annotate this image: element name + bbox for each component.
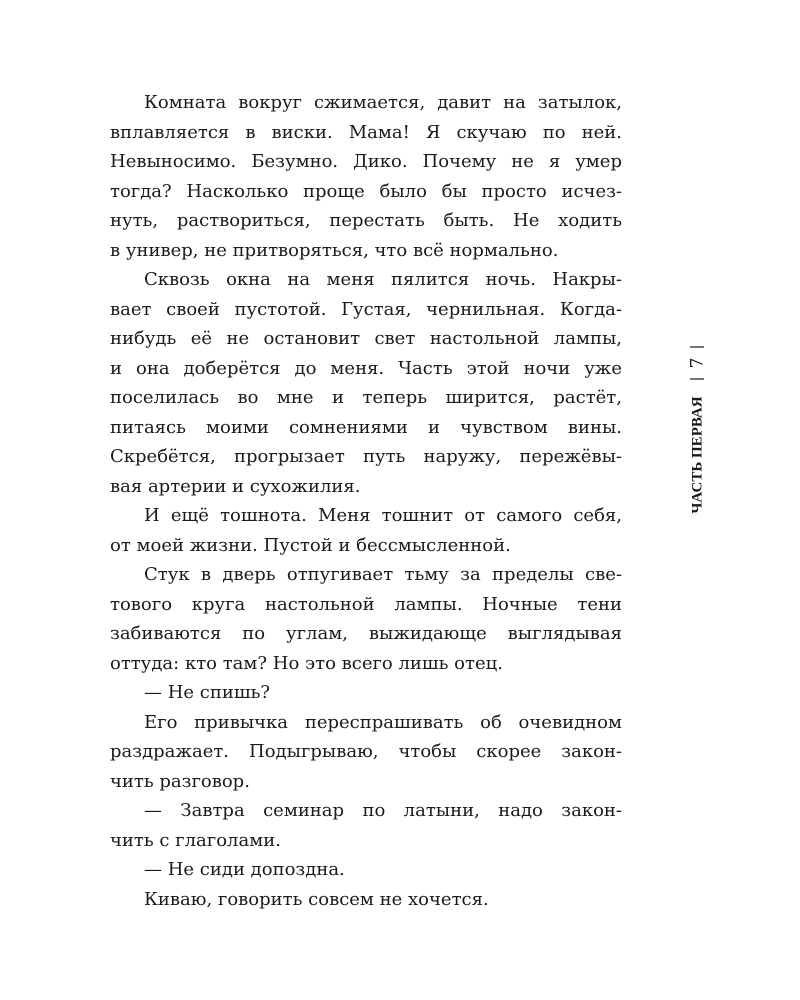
text-line: Его привычка переспрашивать об очевидном <box>144 711 622 733</box>
text-line: нибудь её не остановит свет настольной лампы, <box>110 328 622 349</box>
text-line: оттуда: кто там? Но это всего лишь отец. <box>110 652 503 674</box>
page-number: 7 <box>687 357 708 369</box>
text-line: и она доберётся до меня. Часть этой ночи уже <box>110 357 622 379</box>
text-line: тогда? Насколько проще было бы просто исчез- <box>110 180 622 202</box>
text-line: Невыносимо. Безумно. Дико. Почему не я умер <box>110 151 622 172</box>
running-header <box>660 343 732 523</box>
text-line: — Завтра семинар по латыни, надо закон- <box>144 800 622 821</box>
body-text <box>110 88 622 914</box>
running-header-svg <box>660 343 732 523</box>
text-line: И ещё тошнота. Меня тошнит от самого себя, <box>144 505 622 526</box>
text-line: вает своей пустотой. Густая, чернильная. Когда- <box>110 298 622 320</box>
section-title: ЧАСТЬ ПЕРВАЯ <box>689 396 706 514</box>
text-line: чить с глаголами. <box>110 829 281 851</box>
text-line: от моей жизни. Пустой и бессмысленной. <box>110 534 511 556</box>
text-line: Скребётся, прогрызает путь наружу, пережёвы- <box>110 446 622 467</box>
text-line: вплавляется в виски. Мама! Я скучаю по ней. <box>110 121 622 143</box>
text-line: питаясь моими сомнениями и чувством вины. <box>110 416 622 438</box>
text-line: Стук в дверь отпугивает тьму за пределы све- <box>144 564 622 585</box>
text-line: чить разговор. <box>110 770 250 792</box>
text-line: нуть, раствориться, перестать быть. Не ходить <box>110 210 622 231</box>
text-line: в универ, не притворяться, что всё нормально. <box>110 239 559 261</box>
text-line: забиваются по углам, выжидающе выглядывая <box>110 623 622 644</box>
text-line: Киваю, говорить совсем не хочется. <box>144 888 489 910</box>
text-line: раздражает. Подыгрываю, чтобы скорее закон- <box>110 741 622 762</box>
text-line: — Не сиди допоздна. <box>144 859 345 880</box>
text-line: поселилась во мне и теперь ширится, растёт, <box>110 387 622 408</box>
text-line: тового круга настольной лампы. Ночные тени <box>110 593 622 615</box>
text-line: — Не спишь? <box>144 682 271 703</box>
text-line: Комната вокруг сжимается, давит на затылок, <box>144 92 622 113</box>
text-line: Сквозь окна на меня пялится ночь. Накры- <box>144 269 622 290</box>
text-line: вая артерии и сухожилия. <box>110 475 361 497</box>
